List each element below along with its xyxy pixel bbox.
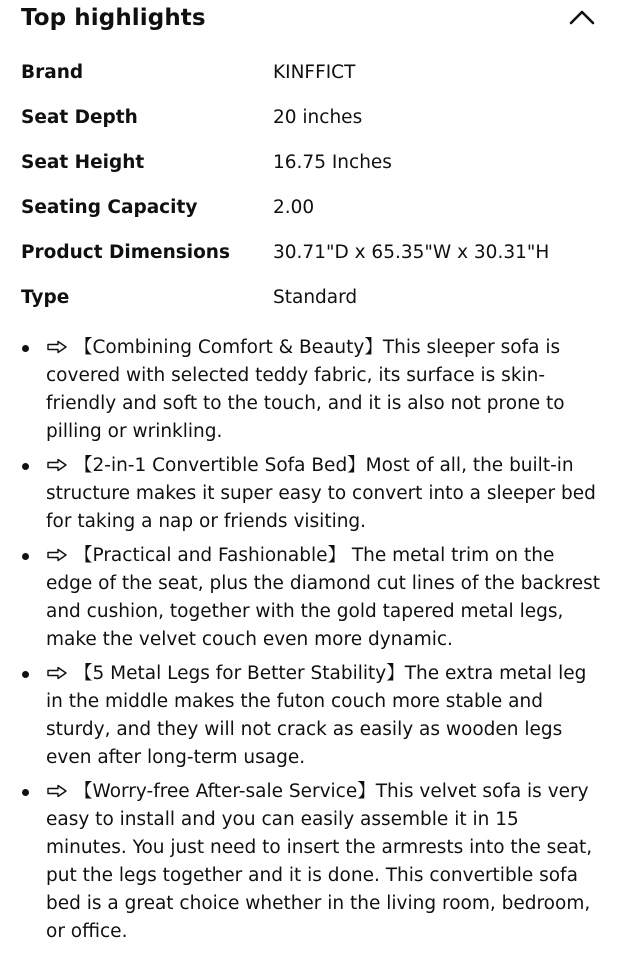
- outline-right-arrow-icon: [46, 666, 68, 680]
- bullet-dot-icon: [22, 789, 29, 796]
- list-item: [0, 334, 617, 446]
- list-item: [0, 660, 617, 772]
- outline-right-arrow-icon: [46, 784, 68, 798]
- top-highlights-header[interactable]: [0, 0, 617, 40]
- bullet-text: 【Practical and Fashionable】 The metal trim on the edge of the seat, plus the diamond cut lines of the backrest and cushion, together with the gold tapered metal legs, make the velvet couch even more dynamic.: [46, 545, 601, 650]
- outline-right-arrow-icon: [46, 458, 68, 472]
- spec-label: Type: [21, 287, 70, 308]
- spec-label: Seating Capacity: [21, 197, 198, 218]
- specs-table: [0, 55, 617, 325]
- spec-row-seat-height: [0, 145, 617, 190]
- spec-label: Product Dimensions: [21, 242, 230, 263]
- bullet-dot-icon: [22, 671, 29, 678]
- spec-row-brand: [0, 55, 617, 100]
- bullet-text: 【Worry-free After-sale Service】This velvet sofa is very easy to install and you can easily assemble it in 15 minutes. You just need to insert the armrests into the seat, put the legs together and it is done. This convertible sofa bed is a great choice whether in the living room, bedroom, or office.: [46, 781, 593, 942]
- collapse-button[interactable]: [564, 2, 600, 32]
- spec-value: Standard: [273, 287, 358, 308]
- chevron-up-icon: [564, 2, 600, 32]
- bullet-text: 【Combining Comfort & Beauty】This sleeper sofa is covered with selected teddy fabric, its surface is skin-friendly and soft to the touch, and it is also not prone to pilling or wrinkling.: [46, 337, 565, 442]
- spec-row-product-dimensions: [0, 235, 617, 280]
- spec-row-seat-depth: [0, 100, 617, 145]
- spec-row-type: [0, 280, 617, 325]
- feature-bullet-list: [0, 334, 617, 952]
- spec-value: 16.75 Inches: [273, 152, 392, 173]
- bullet-text: 【5 Metal Legs for Better Stability】The extra metal leg in the middle makes the futon couch more stable and sturdy, and they will not crack as easily as wooden legs even after long-term usage.: [46, 663, 587, 768]
- list-item: [0, 778, 617, 946]
- spec-row-seating-capacity: [0, 190, 617, 235]
- bullet-dot-icon: [22, 463, 29, 470]
- spec-value: 2.00: [273, 197, 315, 218]
- list-item: [0, 452, 617, 536]
- spec-label: Brand: [21, 62, 84, 83]
- outline-right-arrow-icon: [46, 548, 68, 562]
- spec-label: Seat Depth: [21, 107, 138, 128]
- spec-label: Seat Height: [21, 152, 145, 173]
- list-item: [0, 542, 617, 654]
- bullet-dot-icon: [22, 553, 29, 560]
- bullet-text: 【2-in-1 Convertible Sofa Bed】Most of all, the built-in structure makes it super easy to convert into a sleeper bed for taking a nap or friends visiting.: [46, 455, 596, 532]
- spec-value: KINFFICT: [273, 62, 356, 83]
- spec-value: 30.71"D x 65.35"W x 30.31"H: [273, 242, 550, 263]
- outline-right-arrow-icon: [46, 340, 68, 354]
- spec-value: 20 inches: [273, 107, 363, 128]
- section-title: Top highlights: [21, 5, 206, 31]
- bullet-dot-icon: [22, 345, 29, 352]
